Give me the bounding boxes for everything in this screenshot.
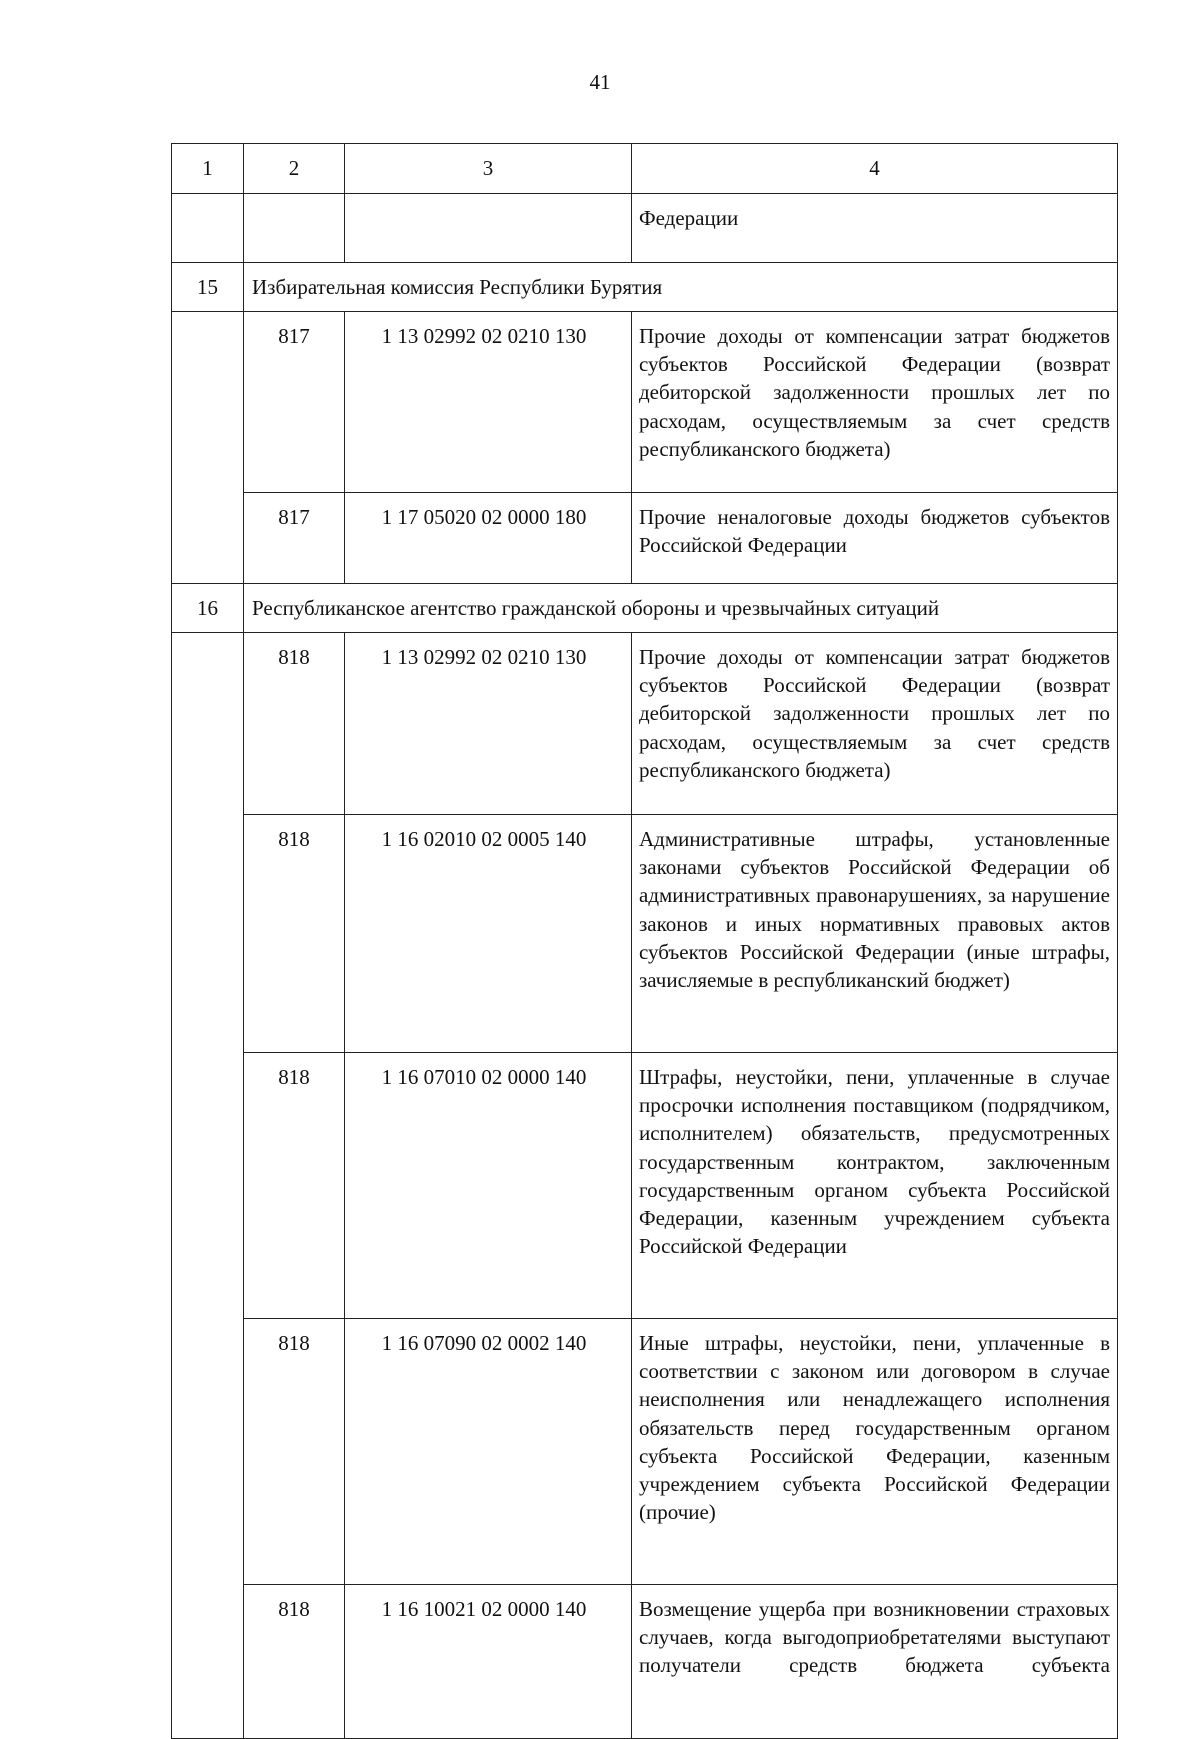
table-row — [172, 633, 1118, 815]
revenue-description: Прочие доходы от компенсации затрат бюджетов субъектов Российской Федерации (возврат дебиторской задолженности прошлых лет по расходам, осуществляемым за счет средств республиканского бюджета) — [632, 312, 1118, 493]
revenue-code: 1 13 02992 02 0210 130 — [345, 633, 632, 815]
agency-code: 817 — [244, 493, 345, 584]
column-number-3: 3 — [345, 144, 632, 194]
column-number-1: 1 — [172, 144, 244, 194]
revenue-codes-table — [171, 143, 1118, 1739]
table-row — [172, 1319, 1118, 1585]
revenue-description: Штрафы, неустойки, пени, уплаченные в случае просрочки исполнения поставщиком (подрядчиком, исполнителем) обязательств, предусмотренных государственным контрактом, заключенным государственным органом субъекта Российской Федерации, казенным учреждением субъекта Российской Федерации — [632, 1053, 1118, 1319]
section-number: 15 — [172, 263, 244, 312]
revenue-code: 1 16 02010 02 0005 140 — [345, 815, 632, 1053]
continuation-row — [172, 194, 1118, 263]
revenue-code: 1 17 05020 02 0000 180 — [345, 493, 632, 584]
revenue-code: 1 13 02992 02 0210 130 — [345, 312, 632, 493]
agency-code: 818 — [244, 815, 345, 1053]
revenue-code: 1 16 07010 02 0000 140 — [345, 1053, 632, 1319]
organization-name: Республиканское агентство гражданской обороны и чрезвычайных ситуаций — [244, 584, 1118, 633]
section-header-row — [172, 263, 1118, 312]
revenue-description: Административные штрафы, установленные законами субъектов Российской Федерации об административных правонарушениях, за нарушение законов и иных нормативных правовых актов субъектов Российской Федерации (иные штрафы, зачисляемые в республиканский бюджет) — [632, 815, 1118, 1053]
agency-code: 818 — [244, 1585, 345, 1739]
section-spacer-cell — [172, 633, 244, 1739]
section-spacer-cell — [172, 312, 244, 584]
agency-code: 818 — [244, 1053, 345, 1319]
continuation-description: Федерации — [632, 194, 1118, 263]
section-number: 16 — [172, 584, 244, 633]
revenue-description: Прочие неналоговые доходы бюджетов субъектов Российской Федерации — [632, 493, 1118, 584]
table-header-row — [172, 144, 1118, 194]
table-row — [172, 493, 1118, 584]
revenue-description: Иные штрафы, неустойки, пени, уплаченные в соответствии с законом или договором в случае неисполнения или ненадлежащего исполнения обязательств перед государственным органом субъекта Российской Федерации, казенным учреждением субъекта Российской Федерации (прочие) — [632, 1319, 1118, 1585]
organization-name: Избирательная комиссия Республики Бурятия — [244, 263, 1118, 312]
table-row — [172, 312, 1118, 493]
page-number: 41 — [589, 70, 611, 94]
revenue-description: Прочие доходы от компенсации затрат бюджетов субъектов Российской Федерации (возврат дебиторской задолженности прошлых лет по расходам, осуществляемым за счет средств республиканского бюджета) — [632, 633, 1118, 815]
agency-code: 817 — [244, 312, 345, 493]
agency-code: 818 — [244, 1319, 345, 1585]
column-number-2: 2 — [244, 144, 345, 194]
column-number-4: 4 — [632, 144, 1118, 194]
table-row — [172, 1585, 1118, 1739]
revenue-description: Возмещение ущерба при возникновении страховых случаев, когда выгодоприобретателями выступают получатели средств бюджета субъекта — [632, 1585, 1118, 1739]
section-header-row — [172, 584, 1118, 633]
table-row — [172, 1053, 1118, 1319]
table-row — [172, 815, 1118, 1053]
revenue-code: 1 16 07090 02 0002 140 — [345, 1319, 632, 1585]
agency-code: 818 — [244, 633, 345, 815]
revenue-code: 1 16 10021 02 0000 140 — [345, 1585, 632, 1739]
